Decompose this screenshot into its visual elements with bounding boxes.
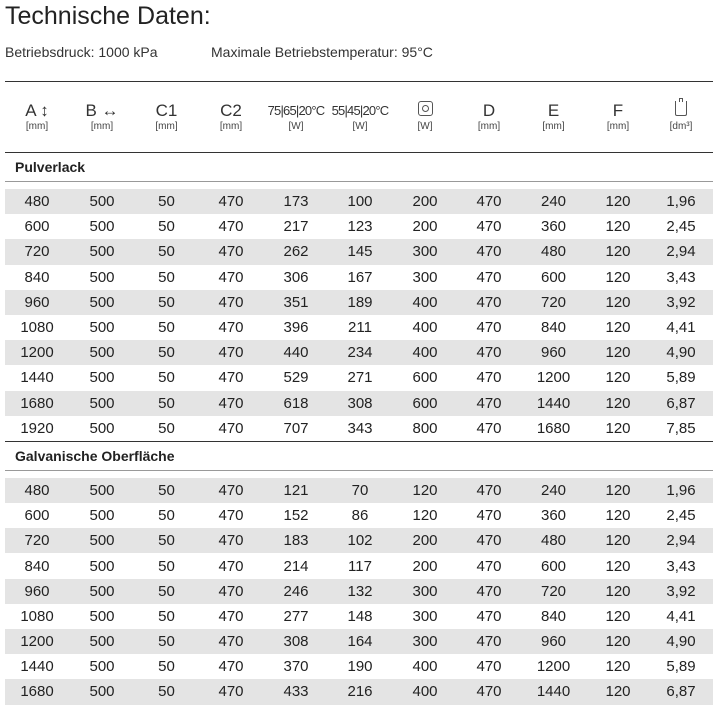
table-cell: 1200 — [5, 629, 69, 654]
table-cell: 50 — [135, 290, 198, 315]
table-cell: 500 — [69, 189, 135, 214]
table-cell: 470 — [198, 478, 264, 503]
table-cell: 500 — [69, 579, 135, 604]
table-cell: 211 — [348, 319, 372, 337]
table-cell: 960 — [520, 629, 587, 654]
section-header-row — [5, 441, 713, 470]
table-cell: 800 — [412, 419, 438, 437]
table-cell: 4,41 — [666, 319, 696, 337]
table-cell: 271 — [347, 369, 373, 387]
table-cell: 1200 — [536, 369, 571, 387]
table-cell: 396 — [283, 319, 309, 337]
table-cell: 50 — [158, 658, 175, 676]
table-cell: 400 — [412, 658, 438, 676]
table-cell: 707 — [283, 419, 309, 437]
table-cell: 2,94 — [649, 528, 713, 553]
table-cell: 308 — [264, 629, 328, 654]
table-cell: 1680 — [5, 679, 69, 704]
table-cell: 470 — [458, 290, 520, 315]
table-cell: 50 — [135, 579, 198, 604]
table-row — [5, 416, 713, 442]
table-cell: 470 — [198, 391, 264, 416]
max-operating-temperature: Maximale Betriebstemperatur: 95°C — [211, 44, 433, 60]
section-spacer — [5, 182, 713, 190]
table-row — [5, 579, 713, 604]
table-cell: 500 — [89, 268, 115, 286]
table-row — [5, 189, 713, 214]
table-cell: 50 — [158, 419, 175, 437]
table-cell: 720 — [520, 290, 587, 315]
table-cell: 50 — [135, 239, 198, 264]
table-cell: 145 — [328, 239, 392, 264]
table-row — [5, 365, 713, 390]
table-row — [5, 340, 713, 365]
table-cell: 120 — [605, 268, 631, 286]
col-header-a: A ↕ [mm] — [25, 101, 49, 132]
table-cell: 300 — [392, 239, 458, 264]
table-cell: 277 — [283, 607, 309, 625]
table-cell: 190 — [347, 658, 373, 676]
table-cell: 960 — [5, 290, 69, 315]
table-row — [5, 503, 713, 528]
table-cell: 189 — [328, 290, 392, 315]
table-cell: 50 — [158, 607, 175, 625]
table-cell: 120 — [587, 679, 649, 704]
table-cell: 121 — [264, 478, 328, 503]
table-cell: 167 — [347, 268, 373, 286]
table-cell: 500 — [89, 419, 115, 437]
table-cell: 529 — [283, 369, 309, 387]
table-cell: 50 — [135, 528, 198, 553]
table-cell: 5,89 — [666, 369, 696, 387]
table-cell: 500 — [69, 629, 135, 654]
section-spacer — [5, 470, 713, 478]
table-cell: 1,96 — [649, 478, 713, 503]
table-cell: 470 — [198, 290, 264, 315]
table-cell: 840 — [24, 268, 50, 286]
table-cell: 1440 — [520, 391, 587, 416]
table-cell: 120 — [605, 557, 631, 575]
table-cell: 164 — [328, 629, 392, 654]
table-cell: 960 — [520, 340, 587, 365]
table-cell: 308 — [328, 391, 392, 416]
table-cell: 120 — [605, 607, 631, 625]
section-title: Galvanische Oberfläche — [5, 441, 713, 470]
table-cell: 480 — [5, 478, 69, 503]
table-cell: 618 — [264, 391, 328, 416]
table-cell: 120 — [605, 319, 631, 337]
table-cell: 470 — [458, 478, 520, 503]
heating-element-icon — [418, 101, 433, 116]
table-cell: 720 — [5, 239, 69, 264]
table-cell: 102 — [328, 528, 392, 553]
technical-data-table — [5, 82, 713, 705]
table-cell: 500 — [89, 607, 115, 625]
table-cell: 240 — [520, 478, 587, 503]
col-header-f: F [mm] — [606, 101, 630, 132]
col-header-c2: C2 [mm] — [219, 101, 243, 132]
table-cell: 470 — [198, 528, 264, 553]
table-row — [5, 654, 713, 679]
table-cell: 470 — [198, 189, 264, 214]
table-cell: 300 — [392, 579, 458, 604]
table-cell: 1200 — [5, 340, 69, 365]
table-cell: 7,85 — [666, 419, 696, 437]
col-header-d: D [mm] — [477, 101, 501, 132]
table-cell: 100 — [328, 189, 392, 214]
table-cell: 480 — [520, 528, 587, 553]
table-cell: 120 — [392, 478, 458, 503]
table-cell: 470 — [458, 189, 520, 214]
table-cell: 1680 — [536, 419, 571, 437]
table-cell: 1440 — [520, 679, 587, 704]
table-row — [5, 239, 713, 264]
table-cell: 470 — [218, 268, 244, 286]
table-cell: 120 — [605, 218, 631, 236]
table-cell: 152 — [283, 507, 309, 525]
table-cell: 400 — [392, 679, 458, 704]
operating-pressure: Betriebsdruck: 1000 kPa — [5, 44, 158, 60]
section-header-row — [5, 153, 713, 182]
col-header-heating-element: [W] — [392, 82, 458, 153]
section-title: Pulverlack — [5, 153, 713, 182]
table-cell: 470 — [458, 579, 520, 604]
table-cell: 132 — [328, 579, 392, 604]
table-cell: 4,90 — [649, 629, 713, 654]
table-cell: 470 — [458, 679, 520, 704]
table-cell: 70 — [328, 478, 392, 503]
table-cell: 470 — [476, 218, 502, 236]
table-cell: 500 — [69, 391, 135, 416]
table-row — [5, 629, 713, 654]
table-cell: 470 — [198, 239, 264, 264]
table-cell: 960 — [5, 579, 69, 604]
table-cell: 5,89 — [666, 658, 696, 676]
table-cell: 246 — [264, 579, 328, 604]
volume-vessel-icon — [675, 101, 687, 116]
table-cell: 4,41 — [666, 607, 696, 625]
table-cell: 470 — [198, 340, 264, 365]
table-cell: 470 — [476, 507, 502, 525]
table-row — [5, 604, 713, 629]
table-cell: 470 — [218, 658, 244, 676]
table-row — [5, 679, 713, 704]
table-cell: 351 — [264, 290, 328, 315]
column-header-row — [5, 82, 713, 153]
table-row — [5, 553, 713, 578]
table-cell: 400 — [412, 319, 438, 337]
table-cell: 3,92 — [649, 290, 713, 315]
table-cell: 470 — [218, 369, 244, 387]
table-cell: 470 — [218, 507, 244, 525]
table-row — [5, 528, 713, 553]
table-cell: 470 — [218, 419, 244, 437]
table-cell: 433 — [264, 679, 328, 704]
table-cell: 2,45 — [666, 218, 696, 236]
table-cell: 214 — [283, 557, 309, 575]
col-header-b: B ↔ [mm] — [85, 101, 119, 132]
table-cell: 470 — [218, 218, 244, 236]
table-cell: 343 — [347, 419, 373, 437]
table-cell: 1080 — [20, 607, 54, 625]
table-cell: 1920 — [20, 419, 54, 437]
table-cell: 120 — [587, 290, 649, 315]
table-cell: 120 — [605, 658, 631, 676]
table-cell: 50 — [158, 557, 175, 575]
table-cell: 400 — [392, 290, 458, 315]
table-cell: 216 — [328, 679, 392, 704]
table-cell: 120 — [587, 340, 649, 365]
table-cell: 1680 — [5, 391, 69, 416]
table-cell: 370 — [283, 658, 309, 676]
table-cell: 50 — [158, 268, 175, 286]
table-cell: 470 — [476, 557, 502, 575]
table-cell: 217 — [283, 218, 309, 236]
table-cell: 120 — [587, 239, 649, 264]
table-cell: 50 — [135, 340, 198, 365]
table-cell: 470 — [198, 629, 264, 654]
table-cell: 120 — [605, 369, 631, 387]
table-cell: 120 — [587, 579, 649, 604]
table-cell: 1200 — [536, 658, 571, 676]
table-cell: 500 — [69, 679, 135, 704]
table-cell: 300 — [412, 607, 438, 625]
table-cell: 470 — [198, 679, 264, 704]
table-cell: 234 — [328, 340, 392, 365]
col-header-output-75-65-20: 75|65|20°C [W] — [267, 103, 325, 132]
table-cell: 500 — [69, 528, 135, 553]
table-cell: 50 — [158, 218, 175, 236]
table-cell: 120 — [587, 478, 649, 503]
table-cell: 6,87 — [649, 391, 713, 416]
table-cell: 470 — [218, 319, 244, 337]
table-cell: 470 — [458, 528, 520, 553]
table-cell: 1080 — [20, 319, 54, 337]
table-cell: 262 — [264, 239, 328, 264]
table-row — [5, 315, 713, 340]
table-cell: 600 — [392, 391, 458, 416]
table-cell: 120 — [587, 391, 649, 416]
table-cell: 200 — [392, 189, 458, 214]
table-cell: 183 — [264, 528, 328, 553]
table-cell: 360 — [540, 507, 567, 525]
table-cell: 50 — [158, 319, 175, 337]
table-cell: 120 — [412, 507, 438, 525]
table-cell: 1440 — [20, 369, 54, 387]
table-cell: 470 — [198, 579, 264, 604]
table-cell: 200 — [412, 218, 438, 236]
table-cell: 840 — [540, 319, 567, 337]
col-header-output-55-45-20: 55|45|20°C [W] — [331, 103, 389, 132]
table-cell: 480 — [5, 189, 69, 214]
table-cell: 50 — [135, 391, 198, 416]
table-cell: 50 — [135, 189, 198, 214]
table-row — [5, 214, 713, 239]
table-cell: 600 — [540, 268, 567, 286]
table-cell: 3,43 — [666, 268, 696, 286]
table-cell: 500 — [89, 557, 115, 575]
table-cell: 840 — [540, 607, 567, 625]
table-cell: 50 — [158, 507, 175, 525]
table-cell: 120 — [587, 528, 649, 553]
table-cell: 500 — [89, 319, 115, 337]
table-cell: 123 — [347, 218, 373, 236]
table-cell: 840 — [24, 557, 50, 575]
table-cell: 470 — [476, 607, 502, 625]
table-cell: 600 — [412, 369, 438, 387]
table-cell: 500 — [89, 369, 115, 387]
table-cell: 470 — [476, 658, 502, 676]
table-cell: 440 — [264, 340, 328, 365]
table-cell: 470 — [218, 557, 244, 575]
table-cell: 600 — [540, 557, 567, 575]
table-cell: 500 — [89, 507, 115, 525]
table-cell: 300 — [412, 268, 438, 286]
table-cell: 470 — [218, 607, 244, 625]
table-cell: 300 — [392, 629, 458, 654]
table-cell: 3,43 — [666, 557, 696, 575]
table-cell: 470 — [476, 369, 502, 387]
table-cell: 120 — [587, 189, 649, 214]
table-cell: 600 — [24, 507, 50, 525]
col-header-volume: [dm³] — [649, 82, 713, 153]
table-cell: 200 — [412, 557, 438, 575]
table-cell: 470 — [458, 629, 520, 654]
table-cell: 360 — [540, 218, 567, 236]
table-cell: 720 — [520, 579, 587, 604]
table-cell: 50 — [135, 478, 198, 503]
table-cell: 500 — [69, 340, 135, 365]
table-cell: 117 — [348, 557, 372, 575]
table-cell: 2,45 — [666, 507, 696, 525]
table-cell: 470 — [476, 319, 502, 337]
table-cell: 600 — [24, 218, 50, 236]
table-cell: 6,87 — [649, 679, 713, 704]
table-cell: 470 — [476, 268, 502, 286]
table-cell: 1440 — [20, 658, 54, 676]
table-cell: 120 — [587, 629, 649, 654]
table-cell: 120 — [605, 419, 631, 437]
table-row — [5, 265, 713, 290]
table-cell: 306 — [283, 268, 309, 286]
table-cell: 470 — [476, 419, 502, 437]
table-cell: 400 — [392, 340, 458, 365]
table-cell: 470 — [458, 239, 520, 264]
table-cell: 4,90 — [649, 340, 713, 365]
table-cell: 1,96 — [649, 189, 713, 214]
table-cell: 173 — [264, 189, 328, 214]
table-cell: 148 — [347, 607, 373, 625]
table-cell: 480 — [520, 239, 587, 264]
table-cell: 470 — [458, 391, 520, 416]
table-row — [5, 391, 713, 416]
table-cell: 500 — [89, 658, 115, 676]
table-cell: 50 — [135, 629, 198, 654]
table-cell: 500 — [69, 290, 135, 315]
table-cell: 470 — [458, 340, 520, 365]
table-cell: 50 — [158, 369, 175, 387]
table-cell: 3,92 — [649, 579, 713, 604]
table-cell: 500 — [89, 218, 115, 236]
table-cell: 500 — [69, 239, 135, 264]
col-header-e: E [mm] — [542, 101, 565, 132]
col-header-c1: C1 [mm] — [155, 101, 178, 132]
table-cell: 200 — [392, 528, 458, 553]
table-cell: 86 — [351, 507, 369, 525]
table-row — [5, 478, 713, 503]
page-title: Technische Daten: — [5, 2, 211, 30]
table-cell: 500 — [69, 478, 135, 503]
table-cell: 240 — [520, 189, 587, 214]
table-row — [5, 290, 713, 315]
table-cell: 120 — [605, 507, 631, 525]
table-cell: 50 — [135, 679, 198, 704]
table-cell: 2,94 — [649, 239, 713, 264]
table-cell: 720 — [5, 528, 69, 553]
